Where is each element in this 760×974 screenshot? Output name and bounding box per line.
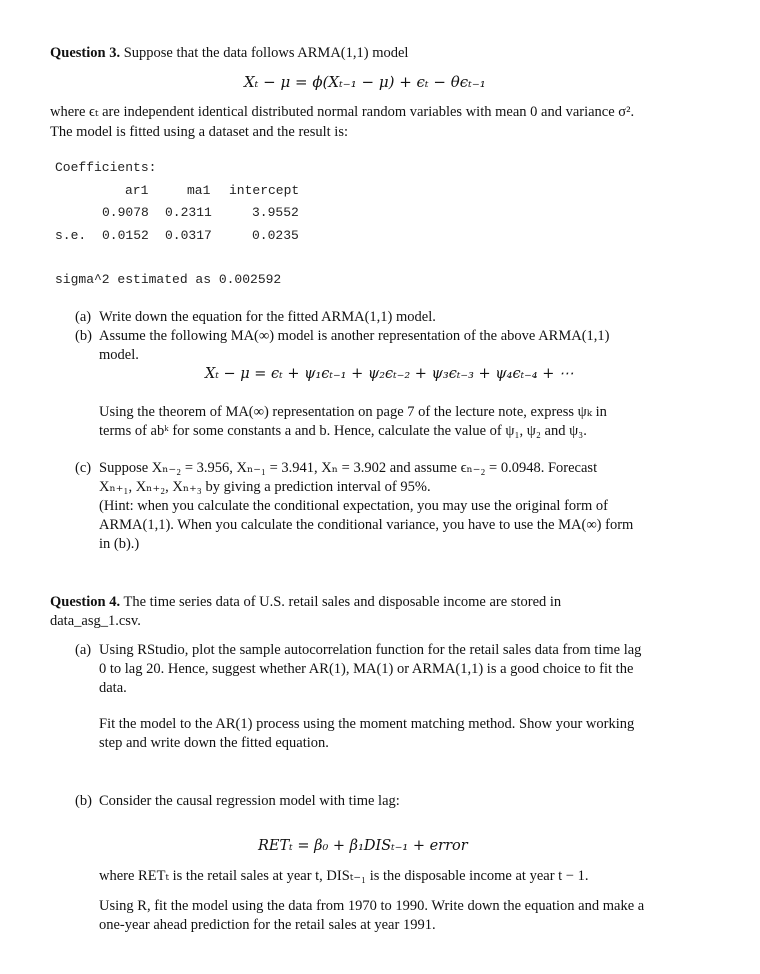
- r-estimate-intercept: 3.9552: [252, 205, 299, 220]
- q3-c-label: (c): [75, 460, 92, 476]
- q4-a-text4: Fit the model to the AR(1) process using the moment matching method. Show your working: [99, 716, 635, 732]
- r-se-ma1: 0.0317: [165, 228, 212, 243]
- r-coefficients-label: Coefficients:: [55, 160, 157, 175]
- q3-line1: where ϵₜ are independent identical distributed normal random variables with mean 0 and variance σ².: [50, 104, 635, 120]
- q4-b-label: (b): [75, 793, 92, 809]
- r-header-intercept: intercept: [229, 183, 300, 198]
- q3-title: Question 3.: [50, 45, 121, 61]
- q4-a-text1: Using RStudio, plot the sample autocorrelation function for the retail sales data from time lag: [99, 642, 642, 658]
- q4-a-text2: 0 to lag 20. Hence, suggest whether AR(1), MA(1) or ARMA(1,1) is a good choice to fit the: [99, 661, 634, 677]
- q3-a-label: (a): [75, 309, 92, 325]
- q3-c-text1: Suppose Xₙ₋₂ = 3.956, Xₙ₋₁ = 3.941, Xₙ = 3.902 and assume ϵₙ₋₂ = 0.0948. Forecast: [99, 460, 598, 476]
- q3-model-equation: Xₜ − μ = ϕ(Xₜ₋₁ − μ) + ϵₜ − θϵₜ₋₁: [244, 73, 486, 91]
- q3-c-text5: in (b).): [99, 536, 140, 552]
- r-se-label: s.e.: [55, 228, 87, 243]
- q4-a-text5: step and write down the fitted equation.: [99, 735, 329, 751]
- r-estimate-ma1: 0.2311: [165, 205, 212, 220]
- q4-intro1: The time series data of U.S. retail sales and disposable income are stored in: [123, 594, 562, 610]
- q3-heading-line: [50, 45, 408, 62]
- q4-title: Question 4.: [50, 594, 121, 610]
- q4-b-text2: where RETₜ is the retail sales at year t, DISₜ₋₁ is the disposable income at year t − 1.: [99, 868, 589, 884]
- q4-b-text4: one-year ahead prediction for the retail sales at year 1991.: [99, 917, 436, 933]
- q4-a-text3: data.: [99, 680, 127, 696]
- q3-c-text2: Xₙ₊₁, Xₙ₊₂, Xₙ₊₃ by giving a prediction interval of 95%.: [99, 479, 431, 495]
- r-sigma-line: sigma^2 estimated as 0.002592: [55, 272, 282, 287]
- q3-b-text4: terms of abᵏ for some constants a and b. Hence, calculate the value of ψ₁, ψ₂ and ψ₃.: [99, 423, 587, 439]
- q4-heading-line: [50, 594, 561, 611]
- q3-b-label: (b): [75, 328, 92, 344]
- q3-intro: Suppose that the data follows ARMA(1,1) model: [123, 45, 409, 61]
- r-header-ar1: ar1: [125, 183, 149, 198]
- q3-b-text2: model.: [99, 347, 139, 363]
- q4-regression-equation: RETₜ = β₀ + β₁DISₜ₋₁ + error: [258, 838, 468, 854]
- r-se-intercept: 0.0235: [252, 228, 299, 243]
- q4-b-text1: Consider the causal regression model with time lag:: [99, 793, 400, 809]
- q3-c-text3: (Hint: when you calculate the conditional expectation, you may use the original form of: [99, 498, 608, 514]
- q3-line2: The model is fitted using a dataset and the result is:: [50, 124, 348, 140]
- q3-c-text4: ARMA(1,1). When you calculate the conditional variance, you have to use the MA(∞) form: [99, 517, 634, 533]
- q3-b-text3: Using the theorem of MA(∞) representation on page 7 of the lecture note, express ψₖ in: [99, 404, 607, 420]
- q4-b-text3: Using R, fit the model using the data from 1970 to 1990. Write down the equation and make a: [99, 898, 645, 914]
- r-estimate-ar1: 0.9078: [102, 205, 149, 220]
- r-header-ma1: ma1: [187, 183, 211, 198]
- q4-a-label: (a): [75, 642, 92, 658]
- q3-b-text1: Assume the following MA(∞) model is another representation of the above ARMA(1,1): [99, 328, 610, 344]
- q4-intro2: data_asg_1.csv.: [50, 613, 141, 629]
- q3-ma-equation: Xₜ − μ = ϵₜ + ψ₁ϵₜ₋₁ + ψ₂ϵₜ₋₂ + ψ₃ϵₜ₋₃ + ψ₄ϵₜ₋₄ + ⋯: [205, 366, 574, 382]
- r-se-ar1: 0.0152: [102, 228, 149, 243]
- q3-a-text: Write down the equation for the fitted ARMA(1,1) model.: [99, 309, 436, 325]
